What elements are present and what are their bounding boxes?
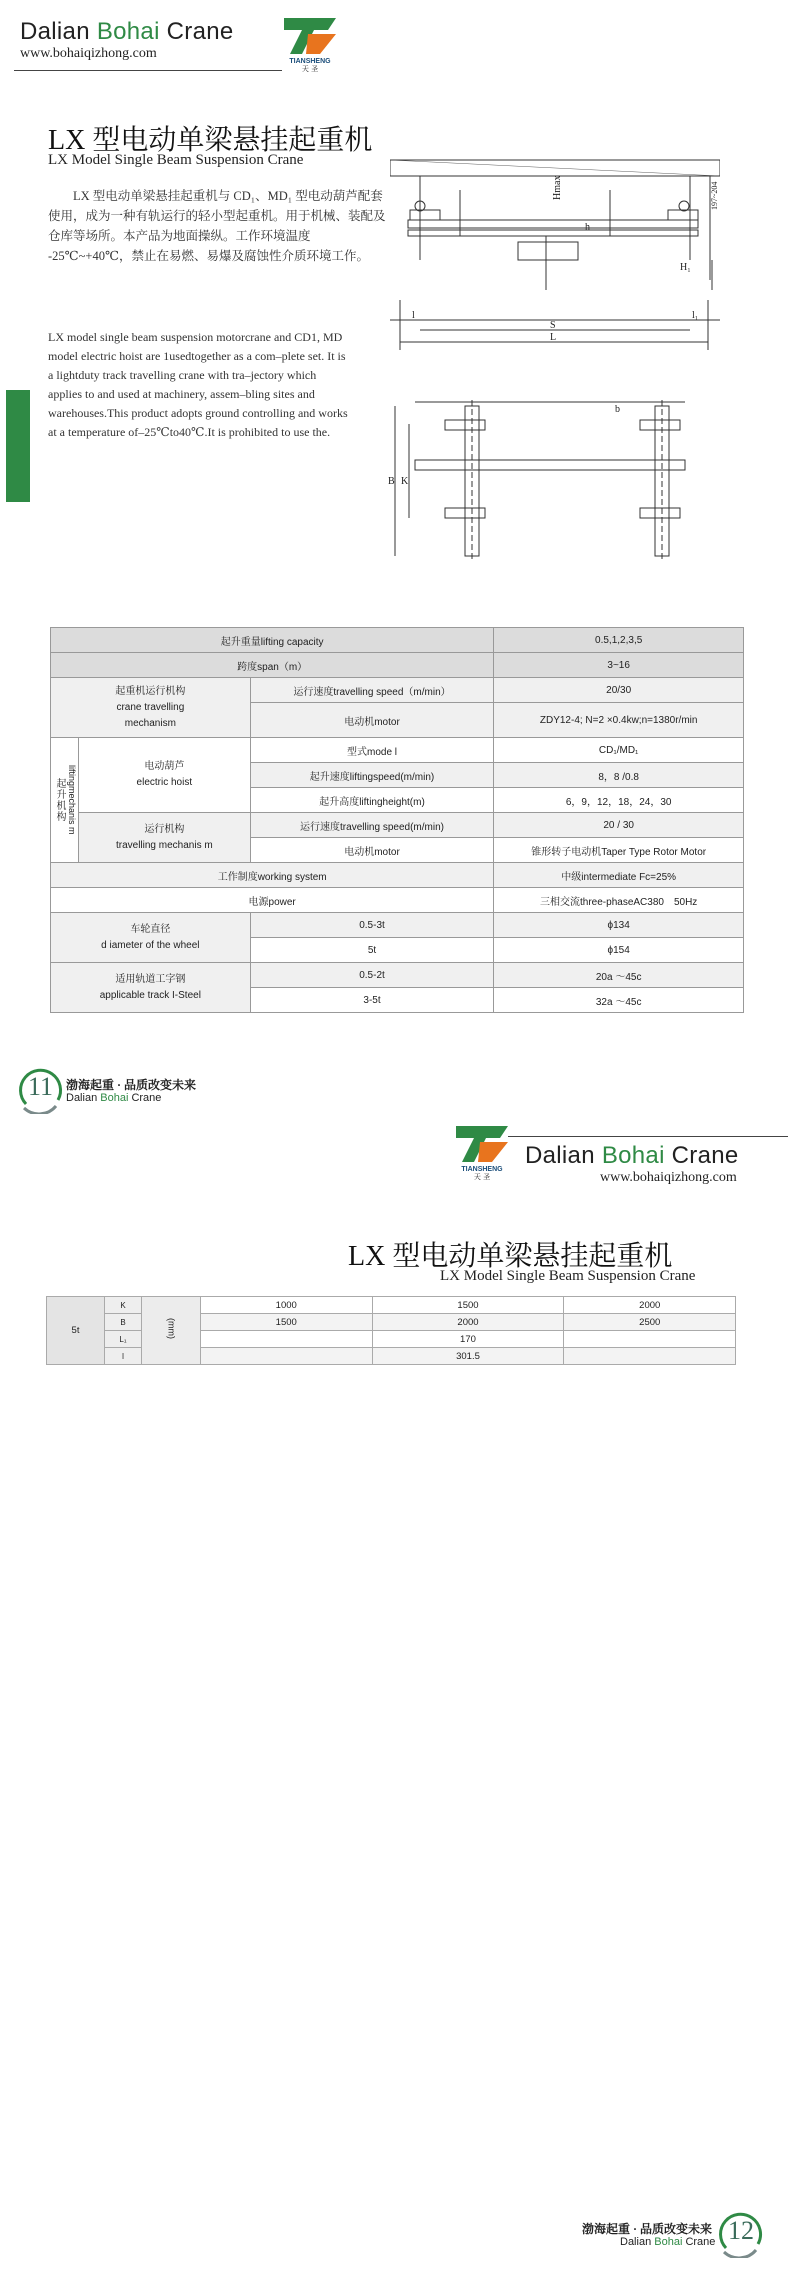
crane-plan-drawing <box>385 400 715 560</box>
brand-suffix: Crane <box>159 18 234 45</box>
spec-ts-label: 运行速度travelling speed（m/min） <box>250 678 494 703</box>
value-cell: 2000 <box>372 1314 564 1331</box>
spec-ls-val: 8，8 /0.8 <box>494 763 744 788</box>
value-cell <box>201 1348 373 1365</box>
spec-pw-label: 电源power <box>51 888 494 913</box>
spec-cap-label: 起升重量lifting capacity <box>51 628 494 653</box>
spec-motor2-label: 电动机motor <box>250 838 494 863</box>
spec-tm-cn: 运行机构 <box>144 823 185 835</box>
spec-ts-val: 20/30 <box>494 678 744 703</box>
unit-label: (mm) <box>166 1317 177 1339</box>
footer-brand-accent-11: Bohai <box>100 1092 129 1104</box>
logo-cn-2: 天 圣 <box>473 1173 491 1180</box>
table-row <box>51 653 744 678</box>
dim-label-b: b <box>615 404 620 415</box>
brand-name <box>20 18 234 46</box>
table-row <box>51 678 744 703</box>
table-row <box>47 1297 736 1314</box>
spec-span-val: 3~16 <box>494 653 744 678</box>
value-cell: 301.5 <box>372 1348 564 1365</box>
footer-brand-prefix-11: Dalian <box>66 1092 101 1104</box>
value-cell: 1000 <box>201 1297 373 1314</box>
brand-prefix-2: Dalian <box>525 1142 602 1169</box>
spec-ctm-en1: crane travelling <box>116 701 185 713</box>
intro-cn: LX 型电动单梁悬挂起重机与 CD₁、MD₁ 型电动葫芦配套使用，成为一种有轨运行的轻小型起重机。用于机械、装配及仓库等场所。本产品为地面操纵。工作环境温度 -25℃~+40℃，禁止在易燃、易爆及腐蚀性介质环境工作。 <box>48 189 386 263</box>
footer-slogan-12: 渤海起重 · 品质改变未来 <box>582 2222 713 2236</box>
spec-tr-r1: 0.5-2t <box>250 963 494 988</box>
capacity-cell: 5t <box>47 1297 105 1365</box>
spec-wd-cell <box>51 913 251 963</box>
dimension-symbol: L₁ <box>105 1331 142 1348</box>
table-row <box>51 738 744 763</box>
page-title-cn: LX 型电动单梁悬挂起重机 <box>48 125 373 156</box>
crane-plan-diagram <box>385 400 715 565</box>
spec-model-label: 型式mode l <box>250 738 494 763</box>
value-cell: 170 <box>372 1331 564 1348</box>
spec-lh-label: 起升高度liftingheight(m) <box>250 788 494 813</box>
spec-wd-r1: 0.5-3t <box>250 913 494 938</box>
spec-motor-val: ZDY12-4; N=2 ×0.4kw;n=1380r/min <box>494 703 744 738</box>
spec-hoist-cell <box>78 738 250 813</box>
value-cell: 1500 <box>201 1314 373 1331</box>
spec-ctm-en2: mechanism <box>124 717 176 729</box>
spec-wd-cn: 车轮直径 <box>130 923 171 935</box>
dim-label-s: S <box>550 320 556 331</box>
page-title-en-2: LX Model Single Beam Suspension Crane <box>440 1268 696 1284</box>
brand-prefix: Dalian <box>20 18 97 45</box>
value-cell: 2500 <box>564 1314 736 1331</box>
spec-lift-cn: 起升机构 <box>53 778 65 822</box>
spec-ctm-cell <box>51 678 251 738</box>
footer-slogan-11: 渤海起重 · 品质改变未来 <box>66 1078 197 1092</box>
value-cell: 1500 <box>372 1297 564 1314</box>
dim-label-h1: H₁ <box>680 262 691 273</box>
logo-text-2: TIANSHENG <box>461 1166 503 1173</box>
spec-wd-r2: 5t <box>250 938 494 963</box>
value-cell <box>564 1348 736 1365</box>
spec-wd-v1: ϕ134 <box>494 913 744 938</box>
dim-label-b-upper: B <box>388 476 395 487</box>
spec-ws-label: 工作制度working system <box>51 863 494 888</box>
spec-cap-val: 0.5,1,2,3,5 <box>494 628 744 653</box>
brand-url-2: www.bohaiqizhong.com <box>600 1170 737 1185</box>
dim-label-hmax: Hmax <box>552 175 563 200</box>
logo-icon <box>452 1118 512 1180</box>
footer-brand-suffix-11: Crane <box>128 1092 162 1104</box>
logo-cn: 天 圣 <box>301 65 319 72</box>
spec-tr-en: applicable track I-Steel <box>99 989 201 1001</box>
spec-tm-en: travelling mechanis m <box>115 839 213 851</box>
spec-tr-v2: 32a ～45c <box>494 988 744 1013</box>
header-rule <box>14 70 282 71</box>
spec-lift-en: liftingmechanis m <box>66 765 77 835</box>
spec-lh-val: 6，9，12，18，24，30 <box>494 788 744 813</box>
dim-label-range: 197~204 <box>710 181 719 210</box>
spec-ls-label: 起升速度liftingspeed(m/min) <box>250 763 494 788</box>
spec-hoist-cn: 电动葫芦 <box>144 761 185 772</box>
table-row <box>51 813 744 838</box>
spec-span-label: 跨度span（m） <box>51 653 494 678</box>
brand-accent-2: Bohai <box>601 1142 665 1169</box>
footer-brand-prefix-12: Dalian <box>620 2236 655 2248</box>
value-cell: 2000 <box>564 1297 736 1314</box>
dimension-symbol: l <box>105 1348 142 1365</box>
green-side-bar <box>6 390 30 502</box>
spec-tr-cn: 适用轨道工字钢 <box>115 973 186 985</box>
spec-tm-cell <box>78 813 250 863</box>
unit-cell <box>142 1297 201 1365</box>
table-row <box>51 913 744 938</box>
page-title-en: LX Model Single Beam Suspension Crane <box>48 152 304 168</box>
spec-hoist-en: electric hoist <box>136 777 193 788</box>
table-row <box>51 628 744 653</box>
brand-accent: Bohai <box>96 18 160 45</box>
spec-wd-v2: ϕ154 <box>494 938 744 963</box>
spec-motor-label: 电动机motor <box>250 703 494 738</box>
table-row <box>51 888 744 913</box>
dim-label-l-small: l <box>412 310 415 321</box>
spec-pw-val: 三相交流three-phaseAC380 50Hz <box>494 888 744 913</box>
logo-icon <box>280 10 340 72</box>
spec-tr-cell <box>51 963 251 1013</box>
table-row <box>51 863 744 888</box>
brand-name-2 <box>525 1142 739 1170</box>
page-title-cn-2: LX 型电动单梁悬挂起重机 <box>348 1241 673 1272</box>
brand-url: www.bohaiqizhong.com <box>20 46 157 61</box>
brand-logo <box>280 10 340 77</box>
spec-tr-r2: 3-5t <box>250 988 494 1013</box>
crane-elevation-drawing <box>390 150 720 380</box>
spec-wd-en: d iameter of the wheel <box>101 939 200 951</box>
page-number-11: 11 <box>28 1072 54 1101</box>
spec-model-val: CD₁/MD₁ <box>494 738 744 763</box>
brand-logo-2 <box>452 1118 512 1185</box>
value-cell <box>564 1331 736 1348</box>
dim-label-l: L <box>550 332 557 343</box>
page-number-12: 12 <box>728 2216 754 2245</box>
spec-motor2-val: 锥形转子电动机Taper Type Rotor Motor <box>494 838 744 863</box>
spec-table <box>50 627 744 1013</box>
dim-label-l1: l₁ <box>692 310 699 321</box>
spec-ts2-label: 运行速度travelling speed(m/min) <box>250 813 494 838</box>
dim-label-h: h <box>585 222 590 233</box>
dimension-table <box>46 1296 736 1365</box>
intro-en: LX model single beam suspension motorcrane and CD1, MD model electric hoist are 1usedtogether as a com–plete set. It is a lightduty track travelling crane with tra–jectory which applies to and used at machinery, assem–bling sites and warehouses.This product adopts ground controlling and works at a temperature of–25℃to40℃.It is prohibited to use the. <box>48 330 348 439</box>
crane-elevation-diagram <box>390 150 720 385</box>
footer-brand-suffix-12: Crane <box>682 2236 716 2248</box>
footer-brand-11 <box>66 1092 161 1104</box>
spec-ctm-cn: 起重机运行机构 <box>115 685 186 697</box>
dim-label-k: K <box>401 476 409 487</box>
value-cell <box>201 1331 373 1348</box>
spec-ws-val: 中级intermediate Fc=25% <box>494 863 744 888</box>
logo-text: TIANSHENG <box>289 58 331 65</box>
footer-brand-12 <box>620 2236 715 2248</box>
brand-suffix-2: Crane <box>664 1142 739 1169</box>
spec-ts2-val: 20 / 30 <box>494 813 744 838</box>
footer-brand-accent-12: Bohai <box>654 2236 683 2248</box>
table-row <box>51 963 744 988</box>
dimension-symbol: K <box>105 1297 142 1314</box>
spec-lift-cell <box>51 738 79 863</box>
dimension-symbol: B <box>105 1314 142 1331</box>
spec-tr-v1: 20a ～45c <box>494 963 744 988</box>
header-rule-2 <box>508 1136 788 1137</box>
